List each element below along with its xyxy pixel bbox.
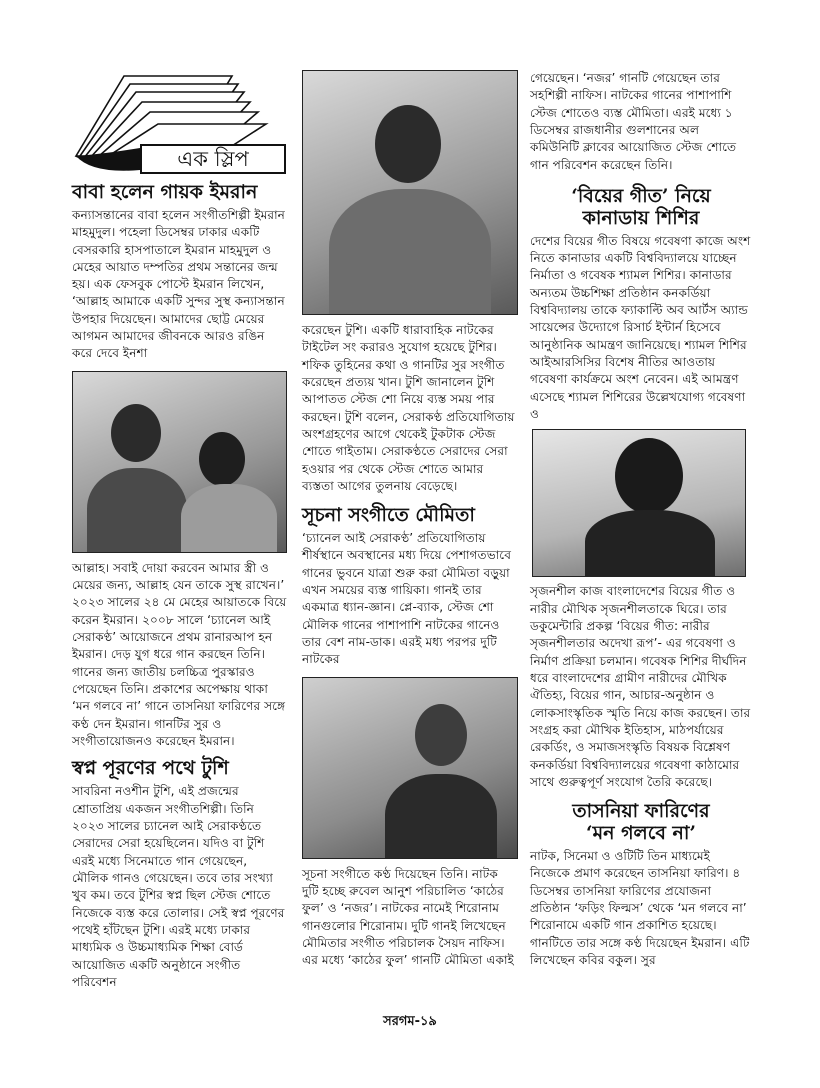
photo-figure: [375, 105, 441, 183]
photo-tushi: [302, 70, 518, 315]
article-title-imran: বাবা হলেন গায়ক ইমরান: [72, 181, 258, 203]
photo-figure: [415, 704, 467, 766]
article-title-tasnia: [530, 801, 752, 845]
column-3: [530, 70, 752, 969]
photo-figure: [181, 484, 277, 553]
section-logo-label: এক স্লিপ: [140, 144, 286, 174]
article-title-tushi: স্বপ্ন পূরণের পথে টুশি: [72, 757, 229, 780]
article-title-tasnia-line-2: ‘মন গলবে না’: [585, 822, 697, 845]
article-text-moumita-2: সূচনা সংগীতে কণ্ঠ দিয়েছেন তিনি। নাটক দুটি হচ্ছে রুবেল আনুশ পরিচালিত ‘কাঠের ফুল’ ও ‘নজর’। নাটকের নামেই শিরোনাম গানগুলোর শিরোনাম। দুটি গানই লিখেছেন মৌমিতার সংগীত পরিচালক সৈয়দ নাফিস। এর মধ্যে ‘কাঠের ফুল’ গানটি মৌমিতা একাই: [302, 866, 514, 968]
photo-figure: [199, 432, 245, 486]
section-logo: [72, 70, 287, 178]
article-text-moumita-3: গেয়েছেন। ‘নজর’ গানটি গেয়েছেন তার সহশিল্পী নাফিস। নাটকের গানের পাশাপাশি স্টেজ শোতেও ব্যস্ত মৌমিতা। এরই মধ্যে ১ ডিসেম্বর রাজধানীর গুলশানের অল কমিউনিটি ক্লাবের আয়োজিত স্টেজ শোতে গান পরিবেশন করেছেন তিনি।: [530, 71, 737, 172]
photo-figure: [111, 404, 161, 462]
photo-figure: [585, 510, 715, 577]
article-text-moumita-1: ‘চ্যানেল আই সেরাকণ্ঠ’ প্রতিযোগিতায় শীর্ষস্থানে অবস্থানের মধ্য দিয়ে পেশাগতভাবে গানের ভুবনে যাত্রা শুরু করা মৌমিতা বড়ুয়া এখন সময়ের ব্যস্ত গায়িকা। গানই তার একমাত্র ধ্যান-জ্ঞান। প্লে-ব্যাক, স্টেজ শো মৌলিক গানের পাশাপাশি নাটকের গানেও তার বেশ নাম-ডাক। এরই মধ্য পরপর দুটি নাটকের: [302, 531, 511, 667]
article-text-tasnia-1: নাটক, সিনেমা ও ওটিটি তিন মাধ্যমেই নিজেকে প্রমাণ করেছেন তাসনিয়া ফারিণ। ৪ ডিসেম্বর তাসনিয়া ফারিণের প্রযোজনা প্রতিষ্ঠান ‘ফড়িং ফিল্মস’ থেকে ‘মন গলবে না’ শিরোনামে একটি গান প্রকাশিত হয়েছে। গানটিতে তার সঙ্গে কণ্ঠ দিয়েছেন ইমরান। এটি লিখেছেন কবির বকুল। সুর: [530, 848, 750, 967]
article-text-shishir-2: সৃজনশীল কাজ বাংলাদেশের বিয়ের গীত ও নারীর মৌখিক সৃজনশীলতাকে ঘিরে। তার ডকুমেন্টারি প্রকল্প ‘বিয়ের গীত: নারীর সৃজনশীলতার অদেখা রূপ’- এর গবেষণা ও নির্মাণ প্রক্রিয়া চলমান। গবেষক শিশির দীর্ঘদিন ধরে বাংলাদেশের গ্রামীণ নারীদের মৌখিক ঐতিহ্য, বিয়ের গান, আচার-অনুষ্ঠান ও লোকসাংস্কৃতিক স্মৃতি নিয়ে কাজ করছেন। তার সংগ্রহ করা মৌখিক ইতিহাস, মাঠপর্যায়ের রেকর্ডিং, ও সমাজসংস্কৃতি বিষয়ক বিশ্লেষণ কনকর্ডিয়া বিশ্ববিদ্যালয়ের গবেষণা কাঠামোর সাথে গুরুত্বপূর্ণ সংযোগ তৈরি করেছে।: [530, 584, 751, 789]
article-title-shishir-line-2: কানাডায় শিশির: [582, 206, 700, 229]
article-text-imran-1: কন্যাসন্তানের বাবা হলেন সংগীতশিল্পী ইমরান মাহমুদুল। পহেলা ডিসেম্বর ঢাকার একটি বেসরকারি হাসপাতালে ইমরান মাহমুদুল ও মেহের আয়াত দম্পতির প্রথম সন্তানের জন্ম হয়। এক ফেসবুক পোস্টে ইমরান লিখেন, ‘আল্লাহ আমাকে একটি সুন্দর সুস্থ কন্যাসন্তান উপহার দিয়েছেন। আমাদের ছোট্ট মেয়ের আগমন আমাদের জীবনকে আরও রঙিন করে দেবে ইনশা: [72, 207, 285, 361]
article-text-imran-2: আল্লাহ। সবাই দোয়া করবেন আমার স্ত্রী ও মেয়ের জন্য, আল্লাহ যেন তাকে সুস্থ রাখেন।’ ২০২৩ সালের ২৪ মে মেহের আয়াতকে বিয়ে করেন ইমরান। ২০০৮ সালে ‘চ্যানেল আই সেরাকণ্ঠ’ আয়োজনে প্রথম রানারআপ হন ইমরান। দেড় যুগ ধরে গান করছেন তিনি। গানের জন্য জাতীয় চলচ্চিত্র পুরস্কারও পেয়েছেন তিনি। প্রকাশের অপেক্ষায় থাকা ‘মন গলবে না’ গানে তাসনিয়া ফারিণের সঙ্গে কণ্ঠ দেন ইমরান। গানটির সুর ও সংগীতায়োজনও করেছেন ইমরান।: [72, 560, 287, 749]
photo-figure: [385, 774, 497, 859]
article-title-shishir: [530, 186, 752, 230]
article-title-tasnia-line-1: তাসনিয়া ফারিণের: [572, 800, 710, 823]
photo-moumita: [302, 677, 518, 859]
column-1: [72, 70, 287, 991]
photo-figure: [615, 438, 683, 514]
photo-figure: [329, 189, 491, 315]
article-text-shishir-1: দেশের বিয়ের গীত বিষয়ে গবেষণা কাজে অংশ নিতে কানাডার একটি বিশ্ববিদ্যালয়ে যাচ্ছেন নির্মাতা ও গবেষক শ্যামল শিশির। কানাডার অন্যতম উচ্চশিক্ষা প্রতিষ্ঠান কনকর্ডিয়া বিশ্ববিদ্যালয় তাকে ফ্যাকাল্টি অব আর্টস অ্যান্ড সায়েন্সের উদ্যোগে রিসার্চ ইন্টার্ন হিসেবে আনুষ্ঠানিক আমন্ত্রণ জানিয়েছে। শ্যামল শিশির আইআরসিসির বিশেষ নীতির আওতায় গবেষণা কার্যক্রমে অংশ নেবেন। এই আমন্ত্রণ এসেছে শ্যামল শিশিরের উল্লেখযোগ্য গবেষণা ও: [530, 233, 751, 421]
article-title-moumita: সূচনা সংগীতে মৌমিতা: [302, 504, 475, 527]
photo-imran-couple: [72, 371, 287, 553]
article-text-tushi-1: সাবরিনা নওশীন টুশি, এই প্রজন্মের শ্রোতাপ্রিয় একজন সংগীতশিল্পী। তিনি ২০২৩ সালের চ্যানেল আই সেরাকণ্ঠতে সেরাদের সেরা হয়েছিলেন। যদিও বা টুশি এরই মধ্যে সিনেমাতে গান গেয়েছেন, মৌলিক গানও গেয়েছেন। তবে তার সংখ্যা খুব কম। তবে টুশির স্বপ্ন ছিল স্টেজ শোতে নিজেকে ব্যস্ত করে তোলার। সেই স্বপ্ন পূরণের পথেই হাঁটছেন টুশি। এরই মধ্যে ঢাকার মাধ্যমিক ও উচ্চমাধ্যমিক শিক্ষা বোর্ড আয়োজিত একটি অনুষ্ঠানে সংগীত পরিবেশন: [72, 784, 285, 989]
column-2: [302, 70, 518, 970]
article-text-tushi-2: করেছেন টুশি। একটি ধারাবাহিক নাটকের টাইটেল সং করারও সুযোগ হয়েছে টুশির। শফিক তুহিনের কথা ও গানটির সুর সংগীত করেছেন প্রত্যয় খান। টুশি জানালেন টুশি আপাতত স্টেজ শো নিয়ে ব্যস্ত সময় পার করছেন। টুশি বলেন, সেরাকণ্ঠ প্রতিযোগিতায় অংশগ্রহণের আগে থেকেই টুকটাক স্টেজ শোতে গাইতাম। সেরাকণ্ঠতে সেরাদের সেরা হওয়ার পর থেকে স্টেজ শোতে আমার ব্যস্ততা আগের তুলনায় বেড়েছে।: [302, 323, 515, 493]
page-number: সরগম-১৯: [383, 1014, 437, 1029]
photo-figure: [87, 468, 187, 553]
photo-shyamal-shishir: [532, 429, 746, 577]
article-title-shishir-line-1: ‘বিয়ের গীত’ নিয়ে: [571, 184, 711, 207]
